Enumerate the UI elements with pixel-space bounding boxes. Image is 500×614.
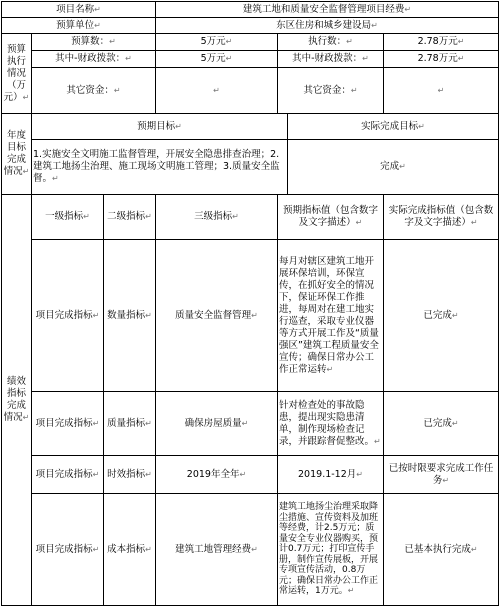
- budget-fiscal-value: 5万元↵: [156, 51, 278, 68]
- budget-unit-value: 东区住房和城乡建设局↵: [156, 18, 499, 34]
- executed-other-value: ↵: [384, 68, 499, 114]
- table-row: [2, 392, 499, 456]
- row-level1: 项目完成指标↵: [32, 240, 104, 392]
- annual-target-header-row: [2, 114, 499, 140]
- row-level1: 项目完成指标↵: [32, 456, 104, 494]
- executed-total-value: 2.78万元↵: [384, 34, 499, 51]
- row-level2: 数量指标↵: [104, 240, 156, 392]
- table-row: [2, 456, 499, 494]
- row-expected-value: 每月对辖区建筑工地开展环保培训，环保宣传，在抓好安全的情况下，保证环保工作推进，每周对在建工地实行巡查，采取专业仪器等方式开展工作及“质量强区”建筑工程质量安全宣传；确保日常办公工作正常运转↵: [278, 240, 384, 392]
- budget-unit-row: [2, 18, 499, 34]
- table-row: [2, 240, 499, 392]
- project-name-value: 建筑工地和质量安全监督管理项目经费↵: [156, 2, 499, 18]
- row-level3: 2019年全年↵: [156, 456, 278, 494]
- row-actual-value: 已完成↵: [384, 240, 499, 392]
- annual-target-section-label: 年度目标完成情况↵: [2, 114, 32, 195]
- row-actual-value: 已完成↵: [384, 392, 499, 456]
- project-name-label: 项目名称↵: [2, 2, 156, 18]
- executed-fiscal-value: 2.78万元↵: [384, 51, 499, 68]
- budget-total-value: 5万元↵: [156, 34, 278, 51]
- budget-row-3: [2, 68, 499, 114]
- level3-header: 三级指标↵: [156, 195, 278, 240]
- table-row: [2, 494, 499, 606]
- executed-other-label: 其它资金：↵: [278, 68, 384, 114]
- executed-fiscal-label: 其中-财政拨款：↵: [278, 51, 384, 68]
- performance-section-label: 绩效指标完成情况↵: [2, 195, 32, 606]
- actual-target-text: 完成↵: [288, 140, 499, 195]
- row-expected-value: 针对检查处的事故隐患，提出现实隐患清单，制作现场检查记录，并跟踪督促整改。↵: [278, 392, 384, 456]
- row-actual-value: 已基本执行完成↵: [384, 494, 499, 606]
- budget-other-value: ↵: [156, 68, 278, 114]
- performance-header-row: [2, 195, 499, 240]
- budget-section-label: 预算执行情况（万元）↵: [2, 34, 32, 114]
- executed-total-label: 执行数：↵: [278, 34, 384, 51]
- row-level1: 项目完成指标↵: [32, 392, 104, 456]
- budget-total-label: 预算数：↵: [32, 34, 156, 51]
- expected-target-header: 预期目标↵: [32, 114, 288, 140]
- row-level3: 建筑工地管理经费↵: [156, 494, 278, 606]
- row-level1: 项目完成指标↵: [32, 494, 104, 606]
- row-expected-value: 2019.1-12月↵: [278, 456, 384, 494]
- annual-target-content-row: [2, 140, 499, 195]
- row-expected-value: 建筑工地扬尘治理采取降尘措施、宣传资料及加班等经费，计2.5万元；质量安全专业仪器购买，预计0.7万元；打印宣传手册，制作宣传展板，开展专项宣传活动，0.8万元；确保日常办公工作正常运转，1万元。↵: [278, 494, 384, 606]
- level2-header: 二级指标↵: [104, 195, 156, 240]
- budget-unit-label: 预算单位↵: [2, 18, 156, 34]
- budget-row-2: [2, 51, 499, 68]
- actual-target-header: 实际完成目标↵: [288, 114, 499, 140]
- actual-value-header: 实际完成指标值（包含数字及文字描述）↵: [384, 195, 499, 240]
- project-name-row: [2, 2, 499, 18]
- row-level2: 质量指标↵: [104, 392, 156, 456]
- row-level2: 时效指标↵: [104, 456, 156, 494]
- row-level2: 成本指标↵: [104, 494, 156, 606]
- row-level3: 质量安全监督管理↵: [156, 240, 278, 392]
- budget-fiscal-label: 其中-财政拨款：↵: [32, 51, 156, 68]
- project-performance-table: [1, 1, 499, 606]
- expected-value-header: 预期指标值（包含数字及文字描述）↵: [278, 195, 384, 240]
- expected-target-text: 1.实施安全文明施工监督管理，开展安全隐患排查治理；2.建筑工地扬尘治理、施工现场文明施工管理；3.质量安全监督。↵: [32, 140, 288, 195]
- row-level3: 确保房屋质量↵: [156, 392, 278, 456]
- budget-other-label: 其它资金：↵: [32, 68, 156, 114]
- row-actual-value: 已按时限要求完成工作任务↵: [384, 456, 499, 494]
- level1-header: 一级指标↵: [32, 195, 104, 240]
- budget-row-1: [2, 34, 499, 51]
